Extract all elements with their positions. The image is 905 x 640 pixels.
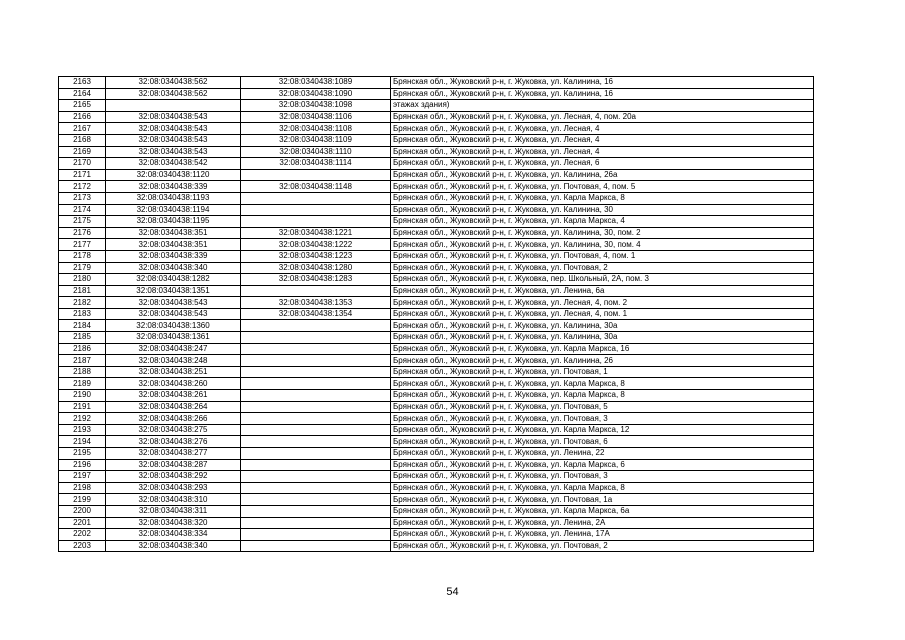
cadastral-number-cell: 32:08:0340438:277	[106, 448, 241, 460]
object-cadastral-number-cell	[241, 459, 391, 471]
cadastral-number-cell: 32:08:0340438:562	[106, 77, 241, 89]
address-cell: Брянская обл., Жуковский р-н, г. Жуковка, ул. Лесная, 4, пом. 1	[391, 308, 814, 320]
object-cadastral-number-cell	[241, 517, 391, 529]
row-number-cell: 2164	[59, 88, 106, 100]
object-cadastral-number-cell	[241, 320, 391, 332]
address-cell: Брянская обл., Жуковский р-н, г. Жуковка, ул. Почтовая, 2	[391, 262, 814, 274]
address-cell: Брянская обл., Жуковский р-н, г. Жуковка, ул. Почтовая, 3	[391, 413, 814, 425]
object-cadastral-number-cell	[241, 401, 391, 413]
cadastral-number-cell: 32:08:0340438:248	[106, 355, 241, 367]
address-cell: Брянская обл., Жуковский р-н, г. Жуковка, ул. Лесная, 4, пом. 20а	[391, 111, 814, 123]
table-row	[59, 239, 814, 251]
row-number-cell: 2167	[59, 123, 106, 135]
table-row	[59, 134, 814, 146]
table-row	[59, 262, 814, 274]
object-cadastral-number-cell	[241, 436, 391, 448]
object-cadastral-number-cell	[241, 366, 391, 378]
cadastral-number-cell: 32:08:0340438:292	[106, 471, 241, 483]
object-cadastral-number-cell: 32:08:0340438:1106	[241, 111, 391, 123]
row-number-cell: 2194	[59, 436, 106, 448]
object-cadastral-number-cell	[241, 216, 391, 228]
address-cell: Брянская обл., Жуковский р-н, г. Жуковка, ул. Почтовая, 2	[391, 540, 814, 552]
object-cadastral-number-cell: 32:08:0340438:1109	[241, 134, 391, 146]
cadastral-number-cell: 32:08:0340438:276	[106, 436, 241, 448]
cadastral-number-cell: 32:08:0340438:251	[106, 366, 241, 378]
table-row	[59, 320, 814, 332]
address-cell: Брянская обл., Жуковский р-н, г. Жуковка, ул. Ленина, 6а	[391, 285, 814, 297]
cadastral-number-cell	[106, 100, 241, 112]
object-cadastral-number-cell	[241, 413, 391, 425]
cadastral-number-cell: 32:08:0340438:339	[106, 181, 241, 193]
cadastral-number-cell: 32:08:0340438:293	[106, 482, 241, 494]
address-cell: Брянская обл., Жуковский р-н, г. Жуковка, ул. Ленина, 2А	[391, 517, 814, 529]
cadastral-number-cell: 32:08:0340438:310	[106, 494, 241, 506]
cadastral-number-cell: 32:08:0340438:1193	[106, 192, 241, 204]
object-cadastral-number-cell	[241, 169, 391, 181]
table-row	[59, 494, 814, 506]
row-number-cell: 2177	[59, 239, 106, 251]
cadastral-number-cell: 32:08:0340438:1361	[106, 332, 241, 344]
row-number-cell: 2195	[59, 448, 106, 460]
address-cell: Брянская обл., Жуковский р-н, г. Жуковка, ул. Калинина, 30, пом. 2	[391, 227, 814, 239]
table-row	[59, 529, 814, 541]
table-row	[59, 227, 814, 239]
object-cadastral-number-cell	[241, 204, 391, 216]
address-cell: Брянская обл., Жуковский р-н, г. Жуковка, пер. Школьный, 2А, пом. 3	[391, 274, 814, 286]
object-cadastral-number-cell	[241, 355, 391, 367]
table-row	[59, 77, 814, 89]
object-cadastral-number-cell: 32:08:0340438:1110	[241, 146, 391, 158]
row-number-cell: 2166	[59, 111, 106, 123]
address-cell: Брянская обл., Жуковский р-н, г. Жуковка, ул. Почтовая, 4, пом. 1	[391, 250, 814, 262]
table-row	[59, 505, 814, 517]
table-row	[59, 216, 814, 228]
row-number-cell: 2198	[59, 482, 106, 494]
cadastral-number-cell: 32:08:0340438:1282	[106, 274, 241, 286]
cadastral-number-cell: 32:08:0340438:261	[106, 390, 241, 402]
object-cadastral-number-cell: 32:08:0340438:1089	[241, 77, 391, 89]
row-number-cell: 2188	[59, 366, 106, 378]
object-cadastral-number-cell	[241, 424, 391, 436]
row-number-cell: 2202	[59, 529, 106, 541]
cadastral-number-cell: 32:08:0340438:1360	[106, 320, 241, 332]
table-row	[59, 297, 814, 309]
object-cadastral-number-cell: 32:08:0340438:1222	[241, 239, 391, 251]
table-row	[59, 459, 814, 471]
table-row	[59, 343, 814, 355]
cadastral-number-cell: 32:08:0340438:266	[106, 413, 241, 425]
address-cell: этажах здания)	[391, 100, 814, 112]
row-number-cell: 2182	[59, 297, 106, 309]
address-cell: Брянская обл., Жуковский р-н, г. Жуковка, ул. Калинина, 26	[391, 355, 814, 367]
object-cadastral-number-cell: 32:08:0340438:1090	[241, 88, 391, 100]
row-number-cell: 2190	[59, 390, 106, 402]
table-row	[59, 436, 814, 448]
object-cadastral-number-cell: 32:08:0340438:1221	[241, 227, 391, 239]
row-number-cell: 2173	[59, 192, 106, 204]
object-cadastral-number-cell	[241, 343, 391, 355]
object-cadastral-number-cell	[241, 505, 391, 517]
cadastral-number-cell: 32:08:0340438:1351	[106, 285, 241, 297]
address-cell: Брянская обл., Жуковский р-н, г. Жуковка, ул. Почтовая, 3	[391, 471, 814, 483]
address-cell: Брянская обл., Жуковский р-н, г. Жуковка, ул. Лесная, 4, пом. 2	[391, 297, 814, 309]
address-cell: Брянская обл., Жуковский р-н, г. Жуковка, ул. Калинина, 16	[391, 77, 814, 89]
cadastral-number-cell: 32:08:0340438:351	[106, 239, 241, 251]
row-number-cell: 2165	[59, 100, 106, 112]
row-number-cell: 2163	[59, 77, 106, 89]
cadastral-number-cell: 32:08:0340438:247	[106, 343, 241, 355]
address-cell: Брянская обл., Жуковский р-н, г. Жуковка, ул. Карла Маркса, 6а	[391, 505, 814, 517]
address-cell: Брянская обл., Жуковский р-н, г. Жуковка, ул. Карла Маркса, 8	[391, 390, 814, 402]
cadastral-number-cell: 32:08:0340438:339	[106, 250, 241, 262]
address-cell: Брянская обл., Жуковский р-н, г. Жуковка, ул. Калинина, 30а	[391, 320, 814, 332]
address-cell: Брянская обл., Жуковский р-н, г. Жуковка, ул. Карла Маркса, 6	[391, 459, 814, 471]
row-number-cell: 2168	[59, 134, 106, 146]
table-row	[59, 448, 814, 460]
object-cadastral-number-cell: 32:08:0340438:1114	[241, 158, 391, 170]
row-number-cell: 2181	[59, 285, 106, 297]
table-row	[59, 123, 814, 135]
cadastral-number-cell: 32:08:0340438:275	[106, 424, 241, 436]
row-number-cell: 2186	[59, 343, 106, 355]
row-number-cell: 2171	[59, 169, 106, 181]
object-cadastral-number-cell	[241, 285, 391, 297]
row-number-cell: 2197	[59, 471, 106, 483]
table-row	[59, 540, 814, 552]
row-number-cell: 2176	[59, 227, 106, 239]
address-cell: Брянская обл., Жуковский р-н, г. Жуковка, ул. Карла Маркса, 12	[391, 424, 814, 436]
address-cell: Брянская обл., Жуковский р-н, г. Жуковка, ул. Карла Маркса, 8	[391, 482, 814, 494]
address-cell: Брянская обл., Жуковский р-н, г. Жуковка, ул. Ленина, 22	[391, 448, 814, 460]
table-row	[59, 332, 814, 344]
table-row	[59, 169, 814, 181]
table-row	[59, 285, 814, 297]
table-row	[59, 482, 814, 494]
object-cadastral-number-cell: 32:08:0340438:1108	[241, 123, 391, 135]
table-row	[59, 308, 814, 320]
object-cadastral-number-cell: 32:08:0340438:1354	[241, 308, 391, 320]
table-row	[59, 390, 814, 402]
table-row	[59, 88, 814, 100]
table-row	[59, 517, 814, 529]
address-cell: Брянская обл., Жуковский р-н, г. Жуковка, ул. Лесная, 4	[391, 123, 814, 135]
object-cadastral-number-cell	[241, 378, 391, 390]
address-cell: Брянская обл., Жуковский р-н, г. Жуковка, ул. Почтовая, 1а	[391, 494, 814, 506]
table-row	[59, 355, 814, 367]
row-number-cell: 2178	[59, 250, 106, 262]
row-number-cell: 2196	[59, 459, 106, 471]
cadastral-number-cell: 32:08:0340438:287	[106, 459, 241, 471]
address-cell: Брянская обл., Жуковский р-н, г. Жуковка, ул. Лесная, 4	[391, 146, 814, 158]
table-row	[59, 274, 814, 286]
object-cadastral-number-cell	[241, 192, 391, 204]
row-number-cell: 2179	[59, 262, 106, 274]
table-row	[59, 146, 814, 158]
table-row	[59, 378, 814, 390]
cadastral-number-cell: 32:08:0340438:543	[106, 123, 241, 135]
address-cell: Брянская обл., Жуковский р-н, г. Жуковка, ул. Лесная, 4	[391, 134, 814, 146]
address-cell: Брянская обл., Жуковский р-н, г. Жуковка, ул. Карла Маркса, 16	[391, 343, 814, 355]
cadastral-number-cell: 32:08:0340438:1195	[106, 216, 241, 228]
cadastral-number-cell: 32:08:0340438:543	[106, 297, 241, 309]
object-cadastral-number-cell: 32:08:0340438:1353	[241, 297, 391, 309]
row-number-cell: 2199	[59, 494, 106, 506]
object-cadastral-number-cell: 32:08:0340438:1148	[241, 181, 391, 193]
row-number-cell: 2203	[59, 540, 106, 552]
cadastral-number-cell: 32:08:0340438:543	[106, 146, 241, 158]
object-cadastral-number-cell	[241, 471, 391, 483]
row-number-cell: 2192	[59, 413, 106, 425]
object-cadastral-number-cell	[241, 494, 391, 506]
table-row	[59, 181, 814, 193]
cadastral-number-cell: 32:08:0340438:543	[106, 111, 241, 123]
table-row	[59, 401, 814, 413]
object-cadastral-number-cell	[241, 448, 391, 460]
row-number-cell: 2189	[59, 378, 106, 390]
cadastral-number-cell: 32:08:0340438:340	[106, 540, 241, 552]
address-cell: Брянская обл., Жуковский р-н, г. Жуковка, ул. Калинина, 16	[391, 88, 814, 100]
object-cadastral-number-cell: 32:08:0340438:1223	[241, 250, 391, 262]
object-cadastral-number-cell	[241, 540, 391, 552]
address-cell: Брянская обл., Жуковский р-н, г. Жуковка, ул. Почтовая, 5	[391, 401, 814, 413]
cadastral-number-cell: 32:08:0340438:543	[106, 134, 241, 146]
cadastral-number-cell: 32:08:0340438:351	[106, 227, 241, 239]
row-number-cell: 2169	[59, 146, 106, 158]
cadastral-number-cell: 32:08:0340438:1194	[106, 204, 241, 216]
row-number-cell: 2175	[59, 216, 106, 228]
cadastral-number-cell: 32:08:0340438:320	[106, 517, 241, 529]
row-number-cell: 2183	[59, 308, 106, 320]
cadastral-number-cell: 32:08:0340438:542	[106, 158, 241, 170]
address-cell: Брянская обл., Жуковский р-н, г. Жуковка, ул. Почтовая, 6	[391, 436, 814, 448]
address-cell: Брянская обл., Жуковский р-н, г. Жуковка, ул. Почтовая, 1	[391, 366, 814, 378]
table-row	[59, 100, 814, 112]
address-cell: Брянская обл., Жуковский р-н, г. Жуковка, ул. Ленина, 17А	[391, 529, 814, 541]
address-cell: Брянская обл., Жуковский р-н, г. Жуковка, ул. Карла Маркса, 4	[391, 216, 814, 228]
address-cell: Брянская обл., Жуковский р-н, г. Жуковка, ул. Калинина, 30а	[391, 332, 814, 344]
object-cadastral-number-cell: 32:08:0340438:1098	[241, 100, 391, 112]
row-number-cell: 2184	[59, 320, 106, 332]
row-number-cell: 2185	[59, 332, 106, 344]
table-row	[59, 471, 814, 483]
object-cadastral-number-cell	[241, 529, 391, 541]
table-row	[59, 413, 814, 425]
registry-body	[59, 77, 814, 552]
table-row	[59, 204, 814, 216]
row-number-cell: 2193	[59, 424, 106, 436]
cadastral-number-cell: 32:08:0340438:1120	[106, 169, 241, 181]
address-cell: Брянская обл., Жуковский р-н, г. Жуковка, ул. Лесная, 6	[391, 158, 814, 170]
cadastral-number-cell: 32:08:0340438:334	[106, 529, 241, 541]
cadastral-number-cell: 32:08:0340438:264	[106, 401, 241, 413]
registry-table	[58, 76, 814, 552]
row-number-cell: 2172	[59, 181, 106, 193]
object-cadastral-number-cell: 32:08:0340438:1283	[241, 274, 391, 286]
cadastral-number-cell: 32:08:0340438:562	[106, 88, 241, 100]
cadastral-number-cell: 32:08:0340438:340	[106, 262, 241, 274]
cadastral-number-cell: 32:08:0340438:311	[106, 505, 241, 517]
address-cell: Брянская обл., Жуковский р-н, г. Жуковка, ул. Калинина, 30, пом. 4	[391, 239, 814, 251]
address-cell: Брянская обл., Жуковский р-н, г. Жуковка, ул. Карла Маркса, 8	[391, 192, 814, 204]
cadastral-number-cell: 32:08:0340438:543	[106, 308, 241, 320]
address-cell: Брянская обл., Жуковский р-н, г. Жуковка, ул. Калинина, 30	[391, 204, 814, 216]
row-number-cell: 2191	[59, 401, 106, 413]
address-cell: Брянская обл., Жуковский р-н, г. Жуковка, ул. Калинина, 26а	[391, 169, 814, 181]
object-cadastral-number-cell	[241, 332, 391, 344]
table-row	[59, 111, 814, 123]
row-number-cell: 2201	[59, 517, 106, 529]
row-number-cell: 2170	[59, 158, 106, 170]
address-cell: Брянская обл., Жуковский р-н, г. Жуковка, ул. Карла Маркса, 8	[391, 378, 814, 390]
address-cell: Брянская обл., Жуковский р-н, г. Жуковка, ул. Почтовая, 4, пом. 5	[391, 181, 814, 193]
table-row	[59, 158, 814, 170]
page-number: 54	[446, 586, 459, 598]
table-row	[59, 192, 814, 204]
table-row	[59, 424, 814, 436]
row-number-cell: 2200	[59, 505, 106, 517]
cadastral-number-cell: 32:08:0340438:260	[106, 378, 241, 390]
table-row	[59, 250, 814, 262]
row-number-cell: 2180	[59, 274, 106, 286]
object-cadastral-number-cell	[241, 482, 391, 494]
row-number-cell: 2174	[59, 204, 106, 216]
object-cadastral-number-cell	[241, 390, 391, 402]
table-row	[59, 366, 814, 378]
row-number-cell: 2187	[59, 355, 106, 367]
object-cadastral-number-cell: 32:08:0340438:1280	[241, 262, 391, 274]
